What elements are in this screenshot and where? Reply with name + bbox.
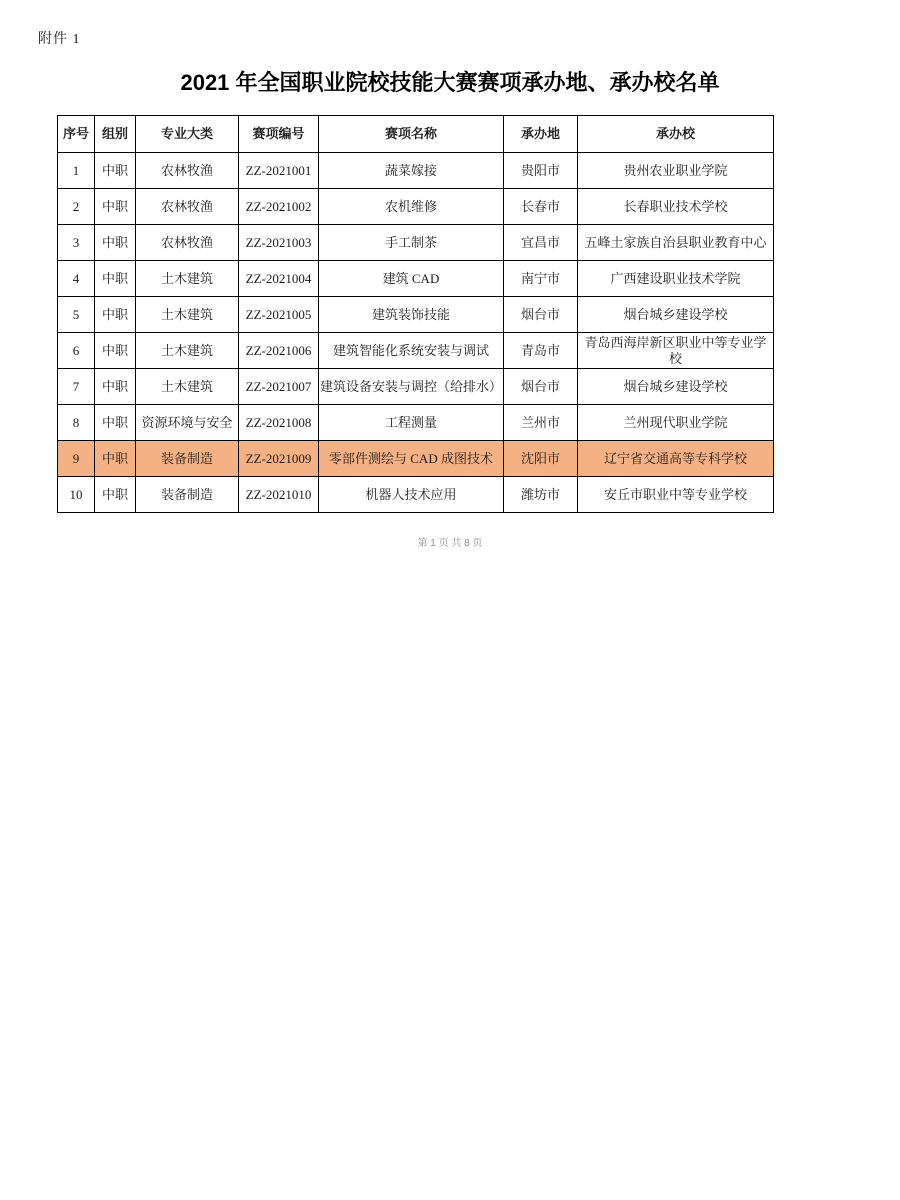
table-cell: 装备制造 — [136, 441, 239, 477]
table-header-cell-event-id: 赛项编号 — [239, 116, 319, 153]
table-cell: 青岛西海岸新区职业中等专业学校 — [578, 333, 774, 369]
table-cell: 零部件测绘与 CAD 成图技术 — [319, 441, 504, 477]
table-cell: 贵阳市 — [504, 153, 578, 189]
table-cell: 农机维修 — [319, 189, 504, 225]
table-cell: 8 — [58, 405, 95, 441]
page-number: 第 1 页 共 8 页 — [417, 538, 483, 549]
table-cell: 农林牧渔 — [136, 153, 239, 189]
table-cell: 中职 — [95, 189, 136, 225]
table-cell: 10 — [58, 477, 95, 513]
table-row — [58, 333, 774, 369]
table-row — [58, 477, 774, 513]
table-cell: 农林牧渔 — [136, 225, 239, 261]
table-cell: 安丘市职业中等专业学校 — [578, 477, 774, 513]
table-cell: 长春市 — [504, 189, 578, 225]
table-cell: 沈阳市 — [504, 441, 578, 477]
table-cell: 6 — [58, 333, 95, 369]
table-cell: ZZ-2021001 — [239, 153, 319, 189]
table-row — [58, 369, 774, 405]
table-header-cell-host-city: 承办地 — [504, 116, 578, 153]
table-cell: 工程测量 — [319, 405, 504, 441]
table-cell: 中职 — [95, 477, 136, 513]
table-cell: 1 — [58, 153, 95, 189]
table-cell: 农林牧渔 — [136, 189, 239, 225]
table-cell: 机器人技术应用 — [319, 477, 504, 513]
table-cell: 中职 — [95, 261, 136, 297]
table-row — [58, 153, 774, 189]
table-cell: 4 — [58, 261, 95, 297]
table-cell: ZZ-2021008 — [239, 405, 319, 441]
table-cell: 土木建筑 — [136, 369, 239, 405]
table-cell: 手工制茶 — [319, 225, 504, 261]
table-cell: 中职 — [95, 153, 136, 189]
table-cell: 烟台市 — [504, 297, 578, 333]
table-cell: 建筑 CAD — [319, 261, 504, 297]
table-row — [58, 297, 774, 333]
table-cell: ZZ-2021007 — [239, 369, 319, 405]
table-cell: 中职 — [95, 297, 136, 333]
table-cell: 中职 — [95, 369, 136, 405]
table-cell: 五峰土家族自治县职业教育中心 — [578, 225, 774, 261]
table-cell: 9 — [58, 441, 95, 477]
table-header-cell-group: 组别 — [95, 116, 136, 153]
table-row — [58, 405, 774, 441]
table-header-row — [58, 116, 774, 153]
table-cell: 烟台城乡建设学校 — [578, 297, 774, 333]
table-header-cell-event-name: 赛项名称 — [319, 116, 504, 153]
table-row — [58, 189, 774, 225]
table-cell: 蔬菜嫁接 — [319, 153, 504, 189]
table-cell: 青岛市 — [504, 333, 578, 369]
table-cell: ZZ-2021010 — [239, 477, 319, 513]
table-header-cell-index: 序号 — [58, 116, 95, 153]
table-cell: 土木建筑 — [136, 261, 239, 297]
table-cell: 潍坊市 — [504, 477, 578, 513]
table-cell: 辽宁省交通高等专科学校 — [578, 441, 774, 477]
table-cell: 土木建筑 — [136, 297, 239, 333]
table-header-cell-category: 专业大类 — [136, 116, 239, 153]
table-cell: 宜昌市 — [504, 225, 578, 261]
table-cell: 中职 — [95, 333, 136, 369]
table-cell: 贵州农业职业学院 — [578, 153, 774, 189]
table-cell: 中职 — [95, 405, 136, 441]
table-cell: ZZ-2021003 — [239, 225, 319, 261]
hosting-table — [57, 115, 774, 513]
table-cell: 南宁市 — [504, 261, 578, 297]
table-cell: 建筑设备安装与调控（给排水） — [319, 369, 504, 405]
table-header-cell-host-school: 承办校 — [578, 116, 774, 153]
table-cell: 7 — [58, 369, 95, 405]
table-row — [58, 225, 774, 261]
table-cell: ZZ-2021009 — [239, 441, 319, 477]
table-cell: 装备制造 — [136, 477, 239, 513]
table-cell: 烟台城乡建设学校 — [578, 369, 774, 405]
table-cell: 长春职业技术学校 — [578, 189, 774, 225]
page-title: 2021 年全国职业院校技能大赛赛项承办地、承办校名单 — [180, 70, 720, 95]
table-cell: 2 — [58, 189, 95, 225]
table-cell: 建筑装饰技能 — [319, 297, 504, 333]
table-row-highlighted — [58, 441, 774, 477]
table-cell: 土木建筑 — [136, 333, 239, 369]
table-cell: ZZ-2021002 — [239, 189, 319, 225]
attachment-label: 附件 1 — [38, 32, 81, 47]
table-cell: 中职 — [95, 225, 136, 261]
table-cell: ZZ-2021005 — [239, 297, 319, 333]
table-cell: 中职 — [95, 441, 136, 477]
table-cell: 建筑智能化系统安装与调试 — [319, 333, 504, 369]
table-cell: ZZ-2021006 — [239, 333, 319, 369]
table-cell: 3 — [58, 225, 95, 261]
table-cell: 广西建设职业技术学院 — [578, 261, 774, 297]
table-cell: 5 — [58, 297, 95, 333]
table-cell: 资源环境与安全 — [136, 405, 239, 441]
table-cell: ZZ-2021004 — [239, 261, 319, 297]
table-cell: 烟台市 — [504, 369, 578, 405]
table-cell: 兰州市 — [504, 405, 578, 441]
table-row — [58, 261, 774, 297]
table-cell: 兰州现代职业学院 — [578, 405, 774, 441]
